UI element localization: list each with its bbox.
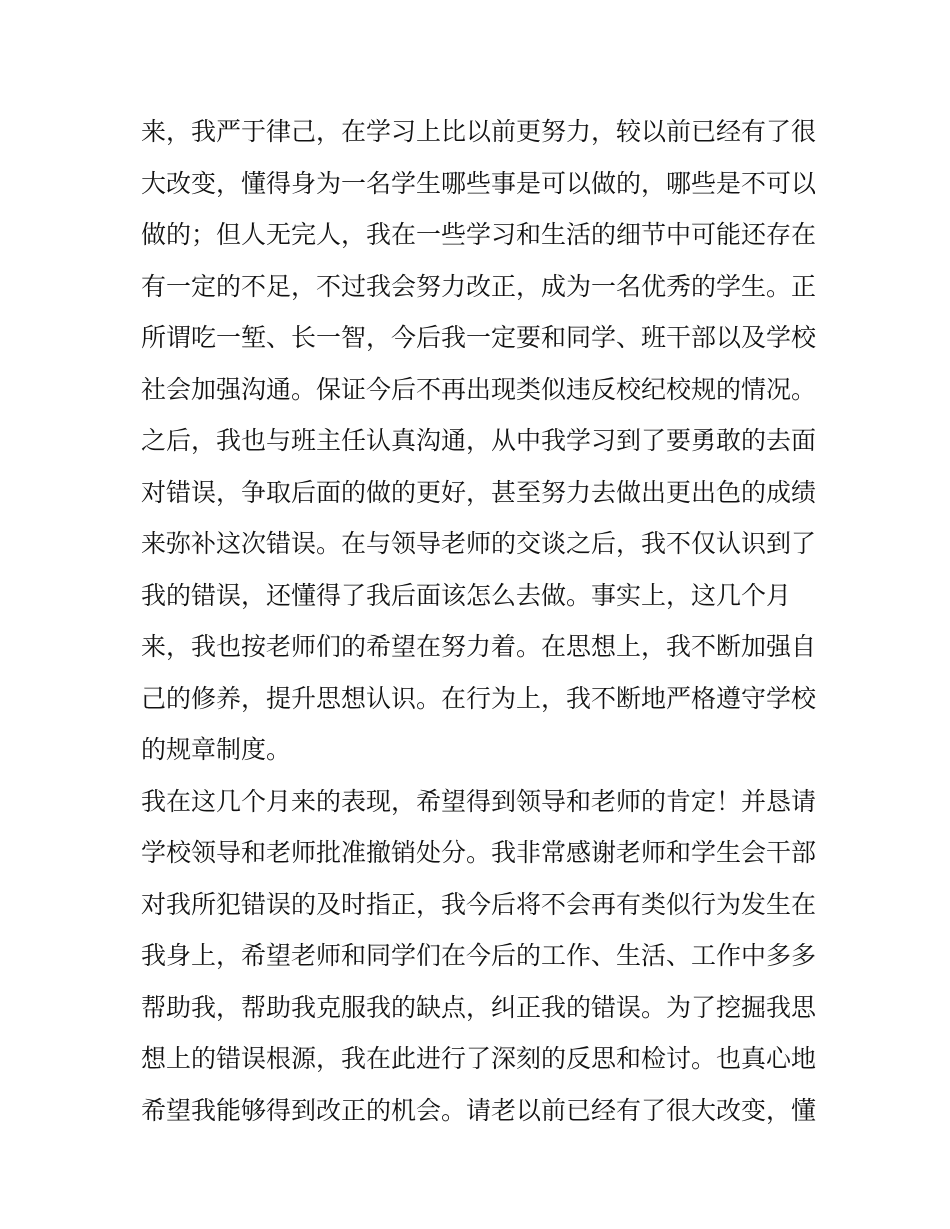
- text-line: 有一定的不足，不过我会努力改正，成为一名优秀的学生。正: [141, 271, 817, 301]
- text-line: 来弥补这次错误。在与领导老师的交谈之后，我不仅认识到了: [141, 529, 817, 558]
- text-line: 己的修养，提升思想认识。在行为上，我不断地严格遵守学校: [141, 683, 817, 713]
- text-line: 我身上，希望老师和同学们在今后的工作、生活、工作中多多: [141, 941, 817, 970]
- text-line: 做的；但人无完人，我在一些学习和生活的细节中可能还存在: [141, 220, 817, 249]
- text-line: 想上的错误根源，我在此进行了深刻的反思和检讨。也真心地: [141, 1044, 817, 1073]
- text-line: 来，我严于律己，在学习上比以前更努力，较以前已经有了很: [141, 117, 817, 146]
- text-line: 之后，我也与班主任认真沟通，从中我学习到了要勇敢的去面: [141, 426, 817, 455]
- text-line: 来，我也按老师们的希望在努力着。在思想上，我不断加强自: [141, 632, 817, 661]
- text-line: 的规章制度。: [141, 735, 292, 764]
- text-line: 希望我能够得到改正的机会。请老以前已经有了很大改变，懂: [141, 1095, 817, 1125]
- text-line: 对错误，争取后面的做的更好，甚至努力去做出更出色的成绩: [141, 477, 817, 507]
- text-line: 学校领导和老师批准撤销处分。我非常感谢老师和学生会干部: [141, 838, 817, 867]
- text-line: 对我所犯错误的及时指正，我今后将不会再有类似行为发生在: [141, 889, 817, 919]
- text-line: 我的错误，还懂得了我后面该怎么去做。事实上，这几个月: [141, 580, 792, 610]
- text-line: 我在这几个月来的表现，希望得到领导和老师的肯定！并恳请: [141, 786, 817, 816]
- text-line: 所谓吃一堑、长一智，今后我一定要和同学、班干部以及学校: [141, 323, 817, 352]
- text-line: 帮助我，帮助我克服我的缺点，纠正我的错误。为了挖掘我思: [141, 992, 817, 1022]
- text-line: 大改变，懂得身为一名学生哪些事是可以做的，哪些是不可以: [141, 168, 817, 198]
- body-text: [141, 106, 821, 1136]
- text-line: 社会加强沟通。保证今后不再出现类似违反校纪校规的情况。: [141, 374, 817, 404]
